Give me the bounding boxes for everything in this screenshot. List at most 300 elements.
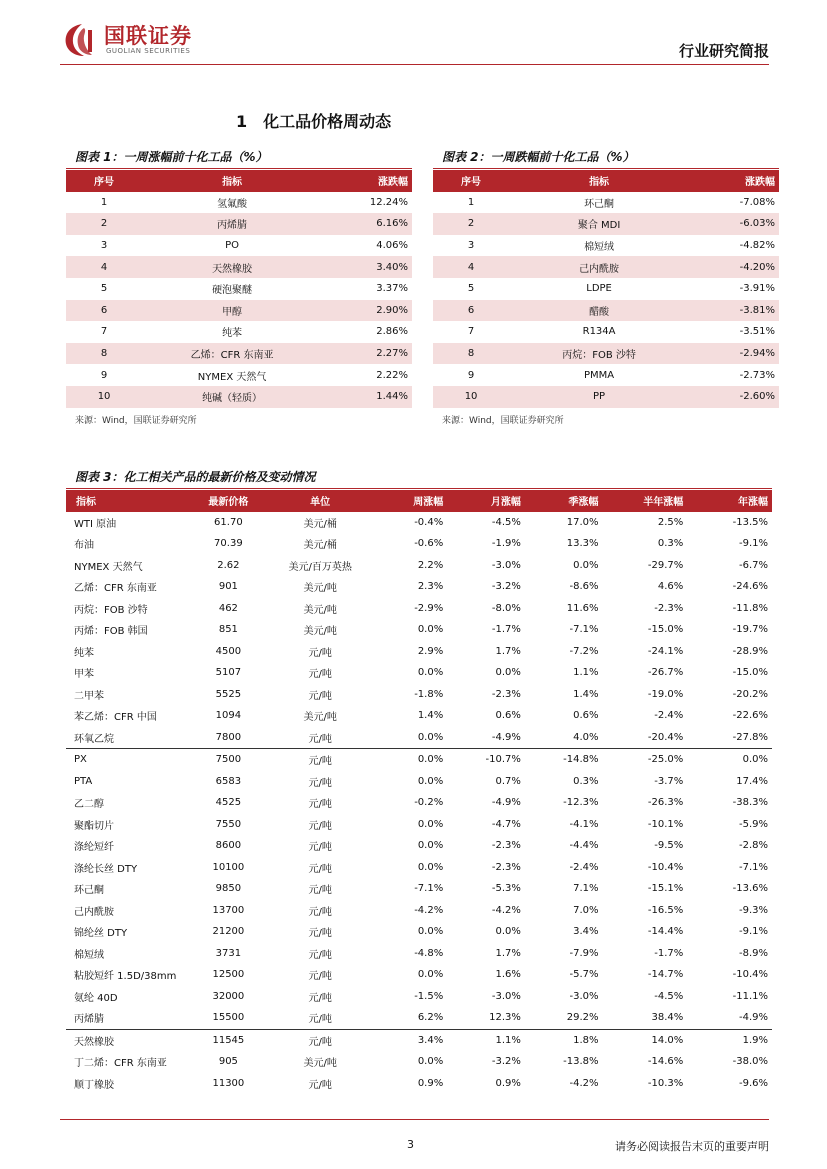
table-cell: 15500 — [186, 1007, 271, 1029]
table-row — [66, 900, 772, 922]
table-cell: -4.82% — [739, 240, 775, 252]
table-cell: 天然橡胶 — [74, 1036, 114, 1048]
table-row — [433, 343, 779, 365]
table-cell: 17.4% — [736, 775, 768, 787]
table-cell: 13700 — [212, 904, 245, 916]
table-cell: 元/吨 — [308, 928, 332, 940]
table-cell: 元/吨 — [308, 820, 332, 832]
table-cell: -1.9% — [491, 538, 521, 550]
column-header: 指标 — [66, 490, 186, 512]
table-cell: -4.2% — [491, 904, 521, 916]
price-change-table — [66, 490, 772, 1094]
figure1-source: 来源：Wind，国联证券研究所 — [75, 416, 197, 426]
table-cell: 11.6% — [566, 602, 599, 614]
table-cell: -26.3% — [647, 797, 684, 809]
table-cell: 元/吨 — [308, 949, 332, 961]
table-cell: 901 — [218, 581, 238, 593]
table-cell: -4.5% — [654, 990, 684, 1002]
table-cell: -9.5% — [654, 840, 684, 852]
table-cell: -9.1% — [738, 538, 768, 550]
table-cell: -8.0% — [491, 602, 521, 614]
table-cell: 美元/桶 — [303, 518, 337, 530]
table-cell: -22.6% — [732, 710, 768, 722]
table-cell: LDPE — [586, 283, 612, 295]
table-cell: -3.81% — [689, 300, 779, 322]
table-row — [66, 364, 412, 386]
table-cell: 0.0% — [417, 775, 444, 787]
guolian-logo-icon — [62, 22, 102, 58]
table-cell: 10 — [433, 386, 509, 408]
report-type: 行业研究简报 — [678, 42, 769, 60]
table-row — [66, 576, 772, 598]
table-row — [66, 705, 772, 727]
table-cell: 21200 — [212, 926, 245, 938]
table-cell: 硬泡聚醚 — [212, 285, 253, 297]
table-cell: 3.4% — [417, 1034, 444, 1046]
table-cell: 32000 — [212, 990, 245, 1002]
table-cell: 美元/吨 — [303, 626, 337, 638]
table-cell: 粘胶短纤 1.5D/38mm — [74, 971, 177, 983]
table-cell: 0.0% — [417, 624, 444, 636]
table-cell: 2 — [66, 213, 142, 235]
table-cell: -4.2% — [414, 904, 444, 916]
table-cell: 9 — [100, 369, 108, 381]
table-cell: -14.8% — [563, 754, 599, 766]
table-cell: 2.86% — [376, 326, 408, 338]
table-cell: 0.9% — [495, 1077, 521, 1089]
table-cell: -29.7% — [647, 559, 684, 571]
footer-divider — [60, 1119, 769, 1120]
table-row — [66, 256, 412, 278]
table-row — [66, 835, 772, 857]
table-cell: 0.0% — [742, 754, 768, 766]
table-cell: 5525 — [215, 688, 242, 700]
table-cell: 9850 — [215, 883, 242, 895]
table-cell: -10.4% — [732, 969, 768, 981]
table-cell: -11.1% — [732, 990, 768, 1002]
table-cell: 2.5% — [657, 516, 684, 528]
table-cell: 851 — [218, 624, 238, 636]
table-row — [66, 192, 412, 214]
table-cell: 0.3% — [657, 538, 684, 550]
table-cell: -5.7% — [569, 969, 599, 981]
figure2-source: 来源：Wind，国联证券研究所 — [442, 416, 564, 426]
logo-english-text: GUOLIAN SECURITIES — [106, 47, 191, 55]
table-cell: 6583 — [215, 775, 242, 787]
table-cell: 丙烯：FOB 韩国 — [74, 626, 148, 638]
table-row — [66, 619, 772, 641]
table-row — [66, 533, 772, 555]
table-row — [66, 213, 412, 235]
table-cell: 纯苯 — [222, 328, 243, 340]
table-cell: 1.4% — [573, 688, 599, 700]
table-cell: 元/吨 — [308, 799, 332, 811]
table-cell: 8 — [66, 343, 142, 365]
table-cell: 乙烯：CFR 东南亚 — [74, 583, 157, 595]
column-header: 指标 — [509, 170, 689, 192]
table-cell: -14.7% — [647, 969, 684, 981]
table-cell: 1.1% — [495, 1034, 521, 1046]
table-cell: -10.3% — [647, 1077, 684, 1089]
table-cell: 元/吨 — [308, 777, 332, 789]
table-cell: -10.7% — [485, 754, 521, 766]
table-row — [433, 192, 779, 214]
table-cell: 环己酮 — [74, 885, 104, 897]
table-cell: -2.3% — [491, 861, 521, 873]
table-cell: 11300 — [212, 1077, 245, 1089]
figure3-rule — [66, 488, 772, 489]
table-cell: -1.7% — [491, 624, 521, 636]
table-cell: -6.03% — [689, 213, 779, 235]
table-cell: 7.0% — [573, 904, 599, 916]
table-cell: -38.3% — [732, 797, 768, 809]
table-cell: 丙烯腈 — [142, 213, 322, 235]
table-cell: 7 — [467, 326, 475, 338]
table-row — [66, 921, 772, 943]
table-cell: 3 — [467, 240, 475, 252]
table-cell: -15.0% — [732, 667, 768, 679]
table-cell: 元/吨 — [308, 885, 332, 897]
table-row — [66, 1073, 772, 1095]
table-cell: -3.2% — [491, 1056, 521, 1068]
table-cell: 1 — [100, 196, 108, 208]
table-header-row — [433, 170, 779, 192]
table-header-row — [66, 170, 412, 192]
table-cell: -20.2% — [732, 688, 768, 700]
table-cell: 13.3% — [566, 538, 599, 550]
table-row — [433, 278, 779, 300]
table-cell: 29.2% — [525, 1007, 603, 1029]
table-cell: 丙烷：FOB 沙特 — [74, 604, 148, 616]
table-cell: -4.9% — [447, 727, 525, 749]
table-cell: -3.91% — [739, 283, 775, 295]
table-cell: 4500 — [215, 645, 242, 657]
table-cell: 棉短绒 — [584, 242, 615, 254]
table-cell: 10 — [66, 386, 142, 408]
table-cell: PMMA — [584, 369, 615, 381]
table-cell: 17.0% — [566, 516, 599, 528]
table-cell: -20.4% — [603, 727, 688, 749]
table-cell: 4.0% — [525, 727, 603, 749]
table-cell: -5.9% — [738, 818, 768, 830]
column-header: 月涨幅 — [447, 490, 525, 512]
table-cell: NYMEX 天然气 — [197, 371, 267, 383]
table-cell: 纯碱（轻质） — [142, 386, 322, 408]
table-cell: 0.0% — [417, 840, 444, 852]
table-row — [66, 684, 772, 706]
table-cell: 0.0% — [417, 969, 444, 981]
table-cell: -16.5% — [647, 904, 684, 916]
table-cell: 元/吨 — [308, 863, 332, 875]
table-cell: 甲醇 — [142, 300, 322, 322]
table-row — [66, 343, 412, 365]
table-row — [433, 256, 779, 278]
table-cell: -2.73% — [739, 369, 775, 381]
table-cell: 丙烯腈 — [66, 1007, 186, 1029]
table-cell: -5.3% — [491, 883, 521, 895]
table-cell: PP — [509, 386, 689, 408]
table-cell: -7.1% — [414, 883, 444, 895]
table-cell: 元/吨 — [308, 971, 332, 983]
table-cell: 6 — [433, 300, 509, 322]
table-cell: 美元/吨 — [303, 604, 337, 616]
table-cell: -13.8% — [563, 1056, 599, 1068]
table-cell: 1.1% — [573, 667, 599, 679]
table-cell: -10.4% — [647, 861, 684, 873]
table-cell: 2.9% — [417, 645, 444, 657]
table-cell: 1.7% — [495, 645, 521, 657]
table-cell: -1.8% — [414, 688, 444, 700]
table-cell: 0.0% — [573, 559, 599, 571]
table-cell: -7.2% — [569, 645, 599, 657]
table-cell: -11.8% — [732, 602, 768, 614]
table-cell: 0.7% — [495, 775, 521, 787]
table-row — [66, 512, 772, 534]
table-cell: 6.2% — [370, 1007, 448, 1029]
figure1-title: 图表 1：一周涨幅前十化工品（%） — [75, 150, 268, 164]
table-cell: -25.0% — [647, 754, 684, 766]
table-cell: 聚合 MDI — [509, 213, 689, 235]
table-header-row — [66, 490, 772, 512]
table-cell: 70.39 — [214, 538, 243, 550]
column-header: 年涨幅 — [687, 490, 772, 512]
table-row — [433, 364, 779, 386]
table-cell: 顺丁橡胶 — [74, 1079, 114, 1091]
table-cell: 11545 — [212, 1034, 245, 1046]
table-cell: 环己酮 — [584, 198, 615, 210]
table-cell: 3.4% — [573, 926, 599, 938]
table-cell: 醋酸 — [509, 300, 689, 322]
table-cell: 0.3% — [573, 775, 599, 787]
table-cell: 苯乙烯：CFR 中国 — [74, 712, 157, 724]
table-cell: 4.6% — [657, 581, 684, 593]
table-cell: 0.6% — [495, 710, 521, 722]
table-cell: 天然橡胶 — [142, 256, 322, 278]
table-cell: 8600 — [215, 840, 242, 852]
table-cell: 0.6% — [573, 710, 599, 722]
table-cell: 布油 — [74, 540, 94, 552]
table-cell: -1.5% — [414, 990, 444, 1002]
table-cell: 元/吨 — [308, 669, 332, 681]
table-cell: -4.7% — [491, 818, 521, 830]
table-cell: -13.5% — [732, 516, 768, 528]
table-cell: 丁二烯：CFR 东南亚 — [74, 1058, 167, 1070]
table-cell: 6 — [66, 300, 142, 322]
table-cell: 1.7% — [495, 947, 521, 959]
table-cell: -8.9% — [738, 947, 768, 959]
table-cell: -19.7% — [732, 624, 768, 636]
table-cell: 2.2% — [417, 559, 444, 571]
table-cell: -2.3% — [491, 688, 521, 700]
table-cell: -24.1% — [647, 645, 684, 657]
table-cell: 涤纶短纤 — [74, 842, 114, 854]
table-cell: 丙烷：FOB 沙特 — [509, 343, 689, 365]
table-cell: -1.7% — [654, 947, 684, 959]
table-cell: 氢氟酸 — [217, 198, 248, 210]
table-cell: -9.6% — [738, 1077, 768, 1089]
column-header: 涨跌幅 — [689, 170, 779, 192]
table-cell: -3.0% — [491, 990, 521, 1002]
table-cell: 元/吨 — [271, 727, 370, 749]
table-cell: -7.9% — [569, 947, 599, 959]
table-cell: 1.6% — [495, 969, 521, 981]
table-row — [66, 235, 412, 257]
table-cell: 7500 — [215, 754, 242, 766]
table-cell: 美元/吨 — [303, 712, 337, 724]
table-cell: 0.0% — [417, 754, 444, 766]
disclaimer-text: 请务必阅读报告末页的重要声明 — [615, 1140, 769, 1153]
table-cell: -4.4% — [569, 840, 599, 852]
table-row — [66, 1051, 772, 1073]
table-cell: 0.9% — [417, 1077, 444, 1089]
table-cell: PTA — [74, 775, 93, 787]
table-cell: -2.94% — [689, 343, 779, 365]
table-cell: 纯苯 — [74, 647, 94, 659]
top-gainers-table — [66, 170, 412, 408]
table-cell: 38.4% — [603, 1007, 688, 1029]
table-cell: 7800 — [186, 727, 271, 749]
table-cell: -19.0% — [647, 688, 684, 700]
table-cell: -3.7% — [654, 775, 684, 787]
table-cell: 己内酰胺 — [74, 906, 114, 918]
table-cell: -3.0% — [569, 990, 599, 1002]
table-cell: -2.3% — [654, 602, 684, 614]
table-cell: 0.0% — [417, 667, 444, 679]
column-header: 单位 — [271, 490, 370, 512]
table-row — [66, 986, 772, 1008]
table-cell: -7.08% — [739, 196, 775, 208]
table-cell: 美元/桶 — [303, 540, 337, 552]
table-cell: -2.3% — [491, 840, 521, 852]
table-cell: 2.22% — [376, 369, 408, 381]
top-losers-table — [433, 170, 779, 408]
table-cell: -15.0% — [647, 624, 684, 636]
table-cell: 12.24% — [369, 196, 408, 208]
table-row — [433, 386, 779, 408]
table-cell: -38.0% — [732, 1056, 768, 1068]
table-cell: -28.9% — [732, 645, 768, 657]
table-cell: 3.37% — [376, 283, 408, 295]
table-row — [66, 878, 772, 900]
table-cell: -4.8% — [414, 947, 444, 959]
table-row — [66, 792, 772, 814]
table-cell: 元/吨 — [308, 647, 332, 659]
table-cell: 462 — [218, 602, 238, 614]
table-cell: 2.27% — [322, 343, 412, 365]
table-row — [66, 1007, 772, 1029]
table-row — [66, 749, 772, 771]
table-cell: -2.4% — [569, 861, 599, 873]
column-header: 序号 — [66, 170, 142, 192]
table-cell: 二甲苯 — [74, 690, 104, 702]
table-row — [66, 278, 412, 300]
table-cell: 1.9% — [742, 1034, 768, 1046]
table-cell: 聚酯切片 — [74, 820, 114, 832]
table-cell: -2.9% — [414, 602, 444, 614]
table-cell: 0.0% — [417, 861, 444, 873]
table-cell: PO — [225, 240, 240, 252]
table-cell: 氨纶 40D — [74, 992, 118, 1004]
table-cell: 1094 — [215, 710, 242, 722]
table-cell: 元/吨 — [308, 1036, 332, 1048]
table-cell: 12.3% — [447, 1007, 525, 1029]
table-cell: 乙二醇 — [74, 799, 104, 811]
table-cell: R134A — [582, 326, 616, 338]
table-cell: -14.4% — [647, 926, 684, 938]
table-cell: -0.4% — [414, 516, 444, 528]
table-cell: 6.16% — [322, 213, 412, 235]
table-cell: 10100 — [212, 861, 245, 873]
table-cell: -15.1% — [647, 883, 684, 895]
table-cell: 元/吨 — [308, 756, 332, 768]
table-cell: -2.8% — [738, 840, 768, 852]
figure2-rule — [433, 168, 779, 169]
section-title — [236, 109, 391, 132]
table-cell: -14.6% — [647, 1056, 684, 1068]
table-cell: 4525 — [215, 797, 242, 809]
table-row — [66, 662, 772, 684]
table-cell: -4.9% — [491, 797, 521, 809]
table-cell: -4.5% — [491, 516, 521, 528]
table-cell: -4.9% — [687, 1007, 772, 1029]
table-row — [66, 964, 772, 986]
column-header: 季涨幅 — [525, 490, 603, 512]
table-cell: 元/吨 — [308, 690, 332, 702]
table-cell: -3.0% — [491, 559, 521, 571]
table-cell: 5 — [467, 283, 475, 295]
table-cell: 1 — [467, 196, 475, 208]
table-cell: 1.4% — [417, 710, 444, 722]
table-cell: PX — [74, 754, 87, 766]
table-cell: 3.40% — [322, 256, 412, 278]
table-row — [66, 814, 772, 836]
table-cell: 5107 — [215, 667, 242, 679]
table-cell: -7.1% — [569, 624, 599, 636]
table-row — [66, 857, 772, 879]
figure3-title: 图表 3：化工相关产品的最新价格及变动情况 — [75, 470, 316, 484]
table-cell: 7550 — [215, 818, 242, 830]
table-cell: 棉短绒 — [74, 949, 104, 961]
table-cell: WTI 原油 — [74, 518, 117, 530]
column-header: 涨跌幅 — [322, 170, 412, 192]
table-cell: -2.60% — [689, 386, 779, 408]
table-cell: 1.44% — [322, 386, 412, 408]
table-cell: -26.7% — [647, 667, 684, 679]
table-cell: 2 — [433, 213, 509, 235]
table-row — [66, 300, 412, 322]
table-cell: 3731 — [215, 947, 242, 959]
table-cell: 己内酰胺 — [509, 256, 689, 278]
table-cell: 0.0% — [417, 1056, 444, 1068]
table-cell: 元/吨 — [308, 842, 332, 854]
table-row — [66, 321, 412, 343]
table-cell: 1.8% — [573, 1034, 599, 1046]
table-cell: 美元/百万英热 — [288, 561, 352, 573]
table-row — [66, 943, 772, 965]
table-cell: -0.6% — [414, 538, 444, 550]
table-cell: 锦纶丝 DTY — [74, 928, 128, 940]
table-row — [66, 641, 772, 663]
table-cell: 0.0% — [417, 926, 444, 938]
table-cell: 涤纶长丝 DTY — [74, 863, 138, 875]
table-cell: 7.1% — [573, 883, 599, 895]
table-row — [66, 555, 772, 577]
table-cell: 4 — [433, 256, 509, 278]
table-cell: 12500 — [212, 969, 245, 981]
logo-text: 国联证券 — [104, 24, 192, 48]
section-number: 1 — [236, 112, 248, 131]
table-cell: -2.4% — [654, 710, 684, 722]
